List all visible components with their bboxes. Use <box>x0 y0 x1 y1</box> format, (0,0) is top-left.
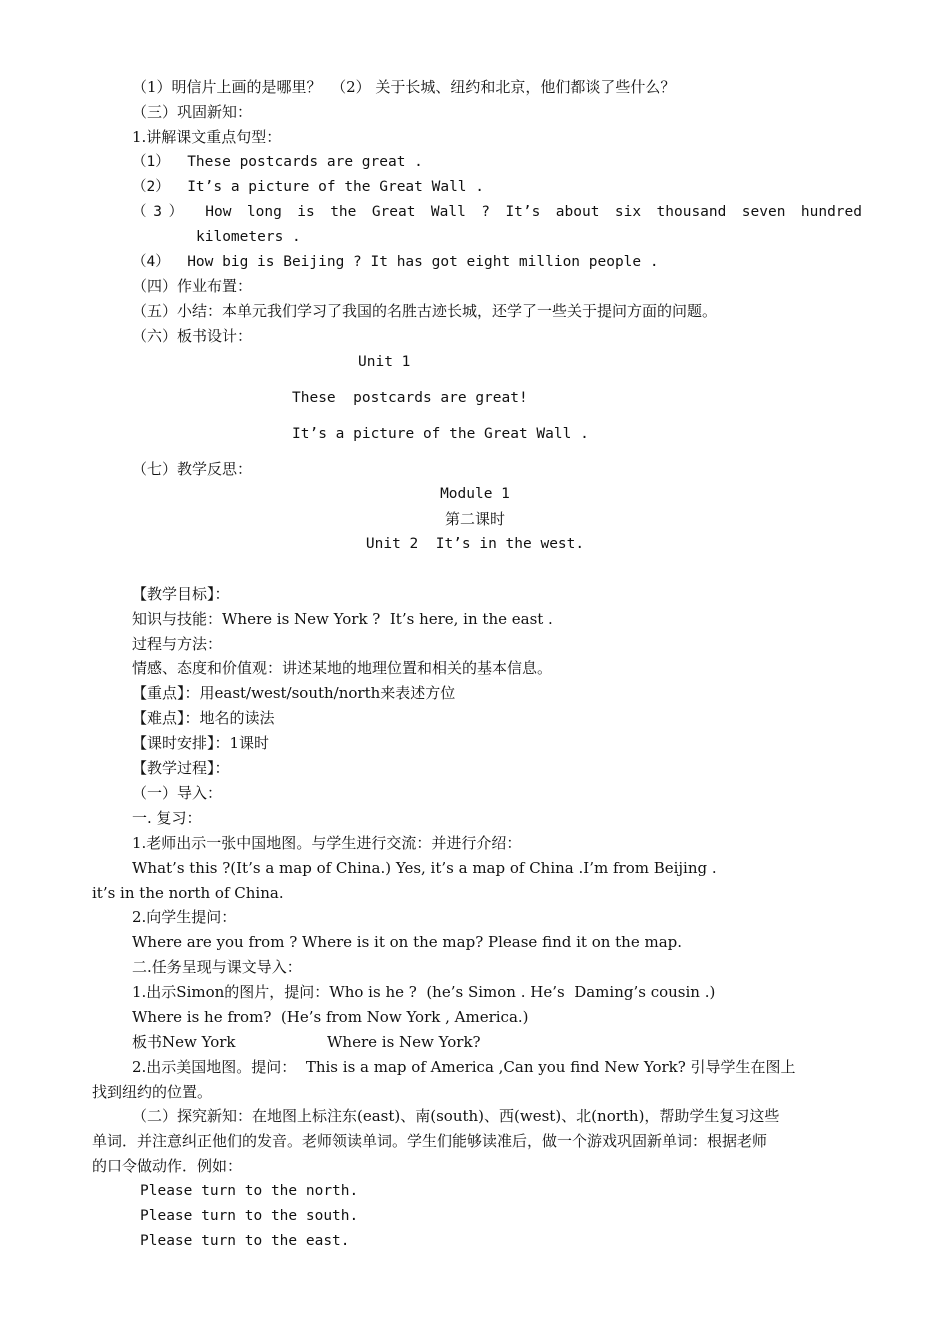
section-heading: 【难点】：地名的读法 <box>132 709 275 727</box>
command-example: Please turn to the south. <box>140 1208 359 1224</box>
sentence-item-continued: kilometers . <box>196 229 301 245</box>
module-title: Module 1 <box>440 486 510 502</box>
text-line: 找到纽约的位置。 <box>92 1083 213 1101</box>
board-line: It’s a picture of the Great Wall . <box>292 426 589 442</box>
sentence-item: （2） It’s a picture of the Great Wall . <box>132 179 485 195</box>
sentence-item: （3） How long is the Great Wall ? It’s about six thousand seven hundred <box>132 204 862 220</box>
section-heading: （七）教学反思： <box>132 460 253 478</box>
text-line: 过程与方法： <box>132 635 223 653</box>
section-heading: 【教学目标】： <box>132 585 230 603</box>
text-line: 1.出示Simon的图片，提问：Who is he ? (he’s Simon . He’s Daming’s cousin .) <box>132 983 716 1001</box>
text-line: 1.讲解课文重点句型： <box>132 128 282 146</box>
command-example: Please turn to the north. <box>140 1183 359 1199</box>
lesson-title: 第二课时 <box>444 510 505 528</box>
board-line: These postcards are great! <box>292 390 528 406</box>
text-line: Where is New York? <box>327 1033 481 1051</box>
section-heading: （六）板书设计： <box>132 327 253 345</box>
text-line: What’s this ?(It’s a map of China.) Yes, it’s a map of China .I’m from Beijing . <box>132 859 717 877</box>
board-title: Unit 1 <box>358 354 411 370</box>
text-line: 1.老师出示一张中国地图。与学生进行交流：并进行介绍： <box>132 834 522 852</box>
text-line: Where are you from ? Where is it on the map? Please find it on the map. <box>132 933 683 951</box>
unit-title: Unit 2 It’s in the west. <box>365 536 585 552</box>
sentence-item: （1） These postcards are great . <box>132 154 423 170</box>
text-line: 2.出示美国地图。提问： This is a map of America ,Can you find New York? 引导学生在图上 <box>132 1058 796 1076</box>
text-line: 2.向学生提问： <box>132 908 237 926</box>
text-line: 二.任务呈现与课文导入： <box>132 958 302 976</box>
sentence-item: （4） How big is Beijing ? It has got eight million people . <box>132 254 659 270</box>
text-line: 知识与技能：Where is New York ? It’s here, in the east . <box>132 610 553 628</box>
text-line: Where is he from? (He’s from Now York , America.) <box>132 1008 529 1026</box>
section-heading: （一）导入： <box>132 784 223 802</box>
command-example: Please turn to the east. <box>140 1233 350 1249</box>
text-line: 一. 复习： <box>132 809 202 827</box>
text-line: 的口令做动作．例如： <box>92 1157 243 1175</box>
section-heading: 【重点】：用east/west/south/north来表述方位 <box>132 684 456 702</box>
text-line: （二）探究新知：在地图上标注东(east)、南(south)、西(west)、北(north)，帮助学生复习这些 <box>132 1107 780 1125</box>
text-line: 情感、态度和价值观：讲述某地的地理位置和相关的基本信息。 <box>132 659 553 677</box>
section-heading: （四）作业布置： <box>132 277 253 295</box>
section-heading: 【课时安排】：1课时 <box>132 734 270 752</box>
section-heading: 【教学过程】： <box>132 759 230 777</box>
section-heading: （三）巩固新知： <box>132 103 253 121</box>
section-heading: （五）小结：本单元我们学习了我国的名胜古迹长城，还学了一些关于提问方面的问题。 <box>132 302 718 320</box>
text-line: （1）明信片上画的是哪里？ （2） 关于长城、纽约和北京，他们都谈了些什么？ <box>132 78 676 96</box>
text-line: 单词．并注意纠正他们的发音。老师领读单词。学生们能够读准后，做一个游戏巩固新单词：根据老师 <box>92 1132 768 1150</box>
text-line: 板书New York <box>132 1033 236 1051</box>
text-line: it’s in the north of China. <box>92 884 284 902</box>
